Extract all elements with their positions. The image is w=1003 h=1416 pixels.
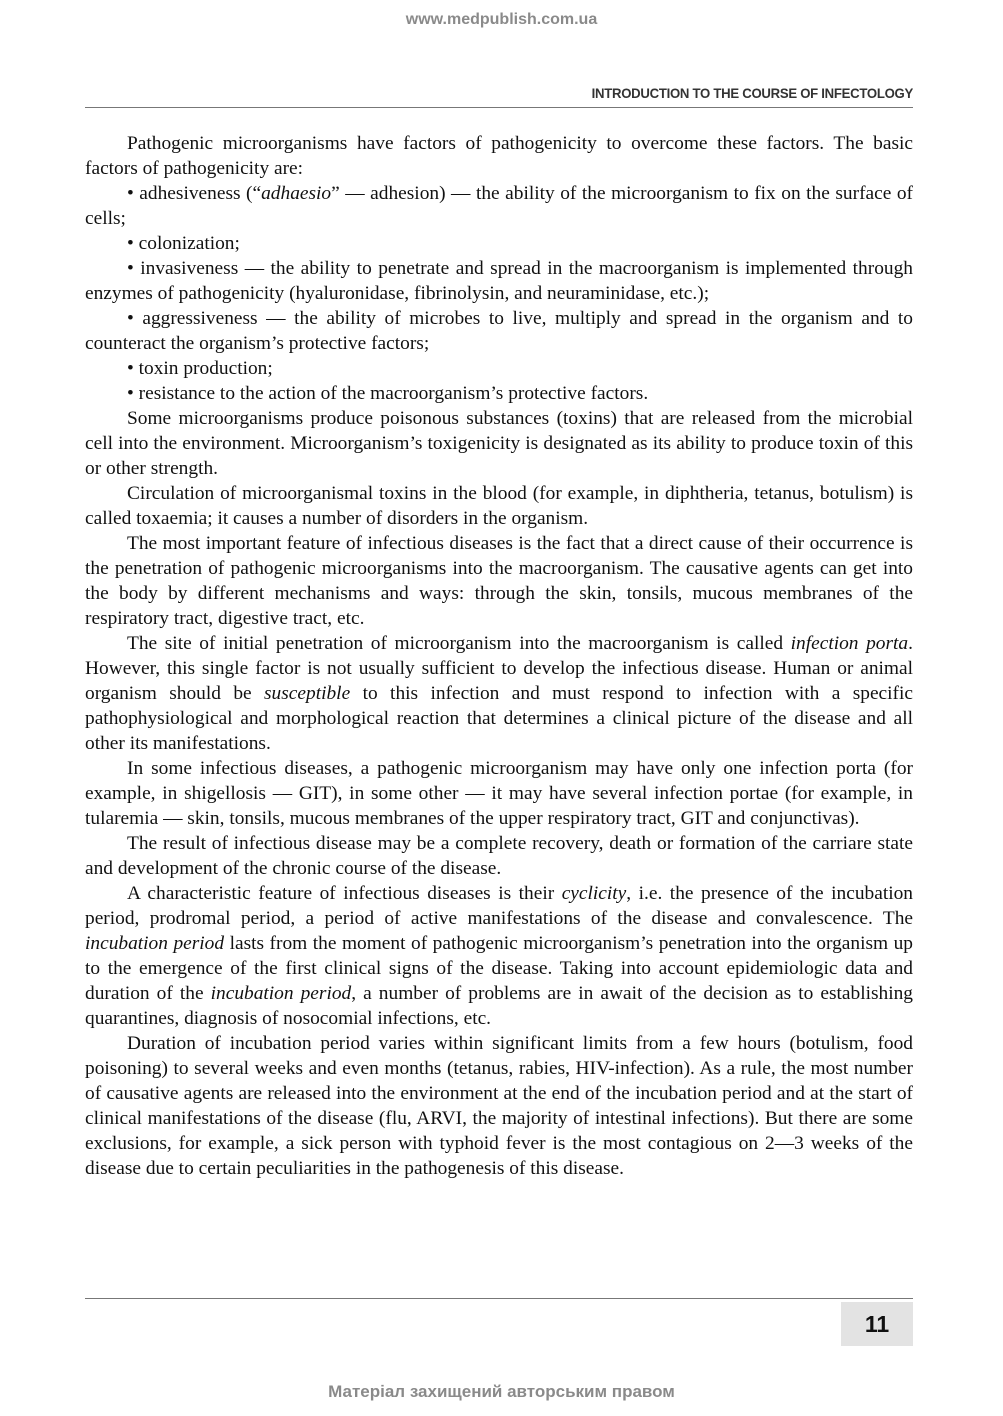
text-run: , a number of problems are in await of the decision as to establishing quarantines, diagnosis of nosocomial infections, etc. xyxy=(85,983,913,1029)
italic-term: cyclicity xyxy=(561,883,627,904)
italic-term: adhaesio xyxy=(261,183,332,204)
paragraph: Duration of incubation period varies within significant limits from a few hours (botulism, food poisoning) to several weeks and even months (tetanus, rabies, HIV-infection). As a rule, the most number of causative agents are released into the environment at the end of the incubation period and at the start of clinical manifestations of the disease (flu, ARVI, the majority of intestinal infections). But there are some exclusions, for example, a sick person with typhoid fever is the most contagious on 2—3 weeks of the disease due to certain peculiarities in the pathogenesis of this disease. xyxy=(85,1033,913,1179)
text-run: ” — adhesion) — the ability of the microorganism to fix on the surface of cells; xyxy=(85,183,914,229)
text-run: A characteristic feature of infectious diseases is their xyxy=(127,883,562,904)
footer-rule xyxy=(85,1298,913,1299)
paragraph: Circulation of microorganismal toxins in the blood (for example, in diphtheria, tetanus, botulism) is called toxaemia; it causes a number of disorders in the organism. xyxy=(85,483,913,529)
italic-term: infection porta xyxy=(790,633,909,654)
paragraph: In some infectious diseases, a pathogenic microorganism may have only one infection porta (for example, in shigellosis — GIT), in some other — it may have several infection portae (for example, in tularemia — skin, tonsils, mucous membranes of the upper respiratory tract, GIT and conjunctivas). xyxy=(85,758,913,829)
text-run: . However, this single factor is not usually sufficient to develop the infectious disease. Human or animal organism should be xyxy=(85,633,913,704)
bullet-item: • toxin production; xyxy=(127,358,273,379)
page-number: 11 xyxy=(841,1302,913,1346)
text-run: The site of initial penetration of microorganism into the macroorganism is called xyxy=(127,633,791,654)
bullet-item: • colonization; xyxy=(127,233,240,254)
italic-term: incubation period xyxy=(85,933,225,954)
paragraph: The most important feature of infectious diseases is the fact that a direct cause of their occurrence is the penetration of pathogenic microorganisms into the macroorganism. The causative agents can get into the body by different mechanisms and ways: through the skin, tonsils, mucous membranes of the respiratory tract, digestive tract, etc. xyxy=(85,533,913,629)
paragraph: The result of infectious disease may be a complete recovery, death or formation of the carriare state and development of the chronic course of the disease. xyxy=(85,833,913,879)
text-run: • adhesiveness (“ xyxy=(127,183,262,204)
running-head: INTRODUCTION TO THE COURSE OF INFECTOLOGY xyxy=(591,85,913,101)
bullet-item: • aggressiveness — the ability of microbes to live, multiply and spread in the organism and to counteract the organism’s protective factors; xyxy=(85,308,913,354)
bullet-item: • resistance to the action of the macroorganism’s protective factors. xyxy=(127,383,649,404)
text-run: , i.e. the presence of the incubation period, prodromal period, a period of active manifestations of the disease and convalescence. The xyxy=(85,883,913,929)
watermark-top: www.medpublish.com.ua xyxy=(405,11,598,28)
italic-term: incubation period xyxy=(210,983,352,1004)
paragraph xyxy=(85,881,913,1031)
text-run: lasts from the moment of pathogenic microorganism’s penetration into the organism up to the emergence of the first clinical signs of the disease. Taking into account epidemiologic data and duration of the xyxy=(85,933,913,1004)
paragraph: Pathogenic microorganisms have factors of pathogenicity to overcome these factors. The basic factors of pathogenicity are: xyxy=(85,133,913,179)
text-run: to this infection and must respond to infection with a specific pathophysiological and morphological reaction that determines a clinical picture of the disease and all other its manifestations. xyxy=(85,683,913,754)
page-body xyxy=(85,131,913,1181)
italic-term: susceptible xyxy=(264,683,351,704)
bullet-item xyxy=(85,181,913,231)
paragraph xyxy=(85,631,913,756)
header-rule xyxy=(85,107,913,108)
bullet-item: • invasiveness — the ability to penetrate and spread in the macroorganism is implemented through enzymes of pathogenicity (hyaluronidase, fibrinolysin, and neuraminidase, etc.); xyxy=(85,258,913,304)
watermark-bottom: Матеріал захищений авторським правом xyxy=(328,1382,675,1401)
paragraph: Some microorganisms produce poisonous substances (toxins) that are released from the microbial cell into the environment. Microorganism’s toxigenicity is designated as its ability to produce toxin of this or other strength. xyxy=(85,408,913,479)
